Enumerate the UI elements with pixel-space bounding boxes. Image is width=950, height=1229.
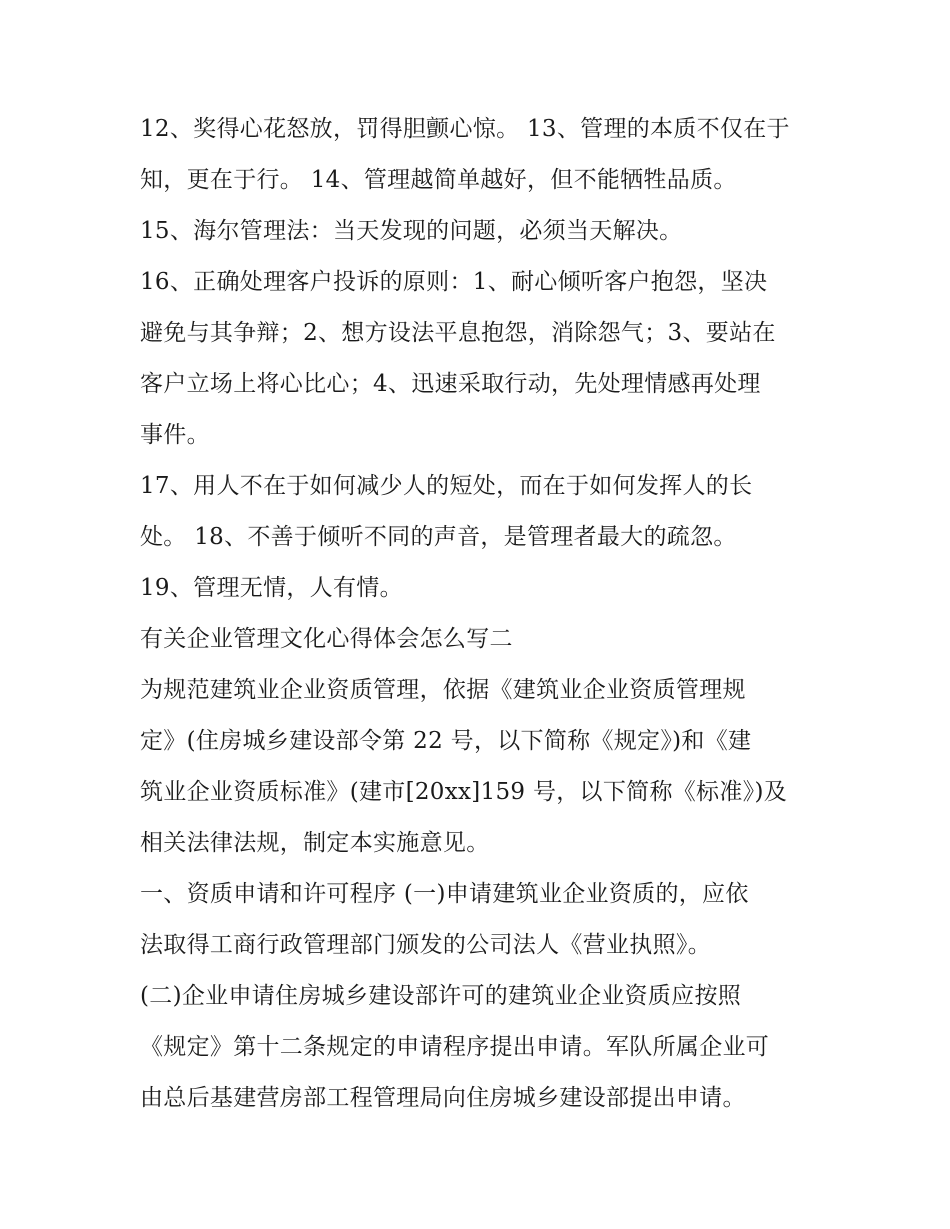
- text-line: 客户立场上将心比心；4、迅速采取行动，先处理情感再处理: [140, 371, 761, 397]
- text-line: 定》(住房城乡建设部令第 22 号，以下简称《规定》)和《建: [140, 728, 752, 754]
- text-line: 避免与其争辩；2、想方设法平息抱怨，消除怨气；3、要站在: [140, 320, 776, 346]
- text-line: 12、奖得心花怒放，罚得胆颤心惊。 13、管理的本质不仅在于: [140, 116, 790, 142]
- text-line: 知，更在于行。 14、管理越简单越好，但不能牺牲品质。: [140, 167, 737, 193]
- section-heading: 有关企业管理文化心得体会怎么写二: [140, 626, 513, 652]
- text-line: 一、资质申请和许可程序 (一)申请建筑业企业资质的，应依: [140, 881, 749, 907]
- document-body: [140, 104, 820, 1124]
- text-line: 19、管理无情，人有情。: [140, 575, 403, 601]
- text-line: 相关法律法规，制定本实施意见。: [140, 830, 490, 856]
- text-line: 15、海尔管理法：当天发现的问题，必须当天解决。: [140, 218, 683, 244]
- text-line: 法取得工商行政管理部门颁发的公司法人《营业执照》。: [140, 932, 711, 958]
- text-line: 16、正确处理客户投诉的原则：1、耐心倾听客户抱怨，坚决: [140, 269, 768, 295]
- text-line: 筑业企业资质标准》(建市[20xx]159 号，以下简称《标准》)及: [140, 779, 788, 805]
- text-line: 由总后基建营房部工程管理局向住房城乡建设部提出申请。: [140, 1085, 746, 1111]
- text-line: (二)企业申请住房城乡建设部许可的建筑业企业资质应按照: [140, 983, 742, 1009]
- text-line: 处。 18、不善于倾听不同的声音，是管理者最大的疏忽。: [140, 524, 737, 550]
- text-line: 17、用人不在于如何减少人的短处，而在于如何发挥人的长: [140, 473, 753, 499]
- text-line: 为规范建筑业企业资质管理，依据《建筑业企业资质管理规: [140, 677, 746, 703]
- text-line: 《规定》第十二条规定的申请程序提出申请。军队所属企业可: [140, 1034, 770, 1060]
- text-line: 事件。: [140, 422, 210, 448]
